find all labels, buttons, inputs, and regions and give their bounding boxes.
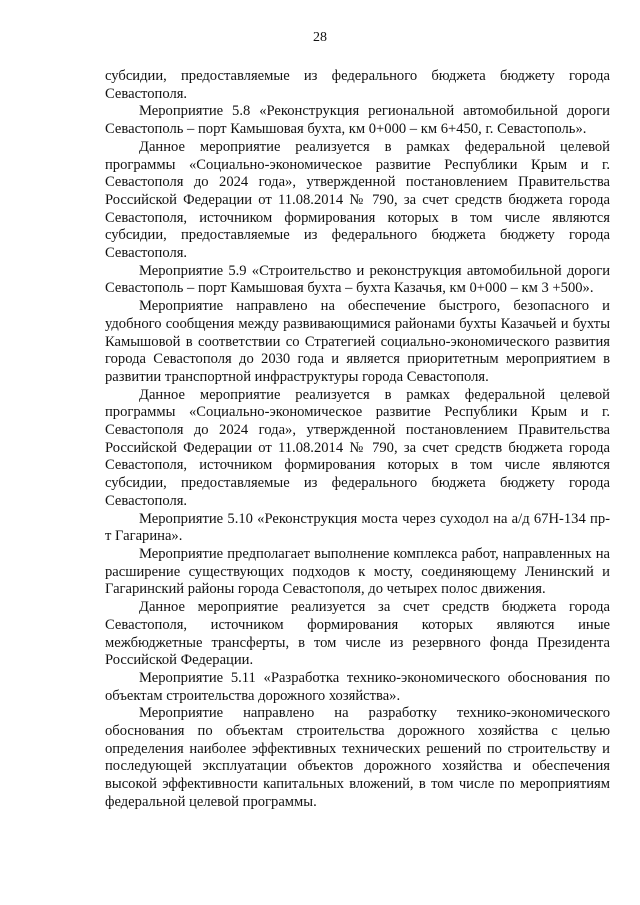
- page-number: 28: [313, 30, 327, 45]
- paragraph-2: Мероприятие 5.8 «Реконструкция региональной автомобильной дороги Севастополь – порт Камышовая бухта, км 0+000 – км 6+450, г. Севастополь».: [105, 103, 610, 138]
- paragraph-11: Мероприятие направлено на разработку технико-экономического обоснования по объектам строительства дорожного хозяйства с целью определения наиболее эффективных технических решений по строительству и последующей эксплуатации объектов дорожного хозяйства и обеспечения высокой эффективности капитальных вложений, в том числе по мероприятиям федеральной целевой программы.: [105, 705, 610, 810]
- paragraph-9: Данное мероприятие реализуется за счет средств бюджета города Севастополя, источником формирования которых являются иные межбюджетные трансферты, в том числе из резервного фонда Президента Российской Федерации.: [105, 599, 610, 669]
- paragraph-7: Мероприятие 5.10 «Реконструкция моста через суходол на а/д 67Н-134 пр-т Гагарина».: [105, 510, 610, 545]
- paragraph-4: Мероприятие 5.9 «Строительство и реконструкция автомобильной дороги Севастополь – порт Камышовая бухта – бухта Казачья, км 0+000 – км 3 +500».: [105, 262, 610, 297]
- paragraph-6: Данное мероприятие реализуется в рамках федеральной целевой программы «Социально-экономическое развитие Республики Крым и г. Севастополя до 2024 года», утвержденной постановлением Правительства Российской Федерации от 11.08.2014 № 790, за счет средств бюджета города Севастополя, источником формирования которых в том числе являются субсидии, предоставляемые из федерального бюджета бюджету города Севастополя.: [105, 386, 610, 509]
- paragraph-8: Мероприятие предполагает выполнение комплекса работ, направленных на расширение существующих подходов к мосту, соединяющему Ленинский и Гагаринский районы города Севастополя, до четырех полос движения.: [105, 545, 610, 598]
- paragraph-10: Мероприятие 5.11 «Разработка технико-экономического обоснования по объектам строительства дорожного хозяйства».: [105, 669, 610, 704]
- document-body: [105, 68, 610, 812]
- paragraph-1: субсидии, предоставляемые из федерального бюджета бюджету города Севастополя.: [105, 68, 610, 102]
- paragraph-3: Данное мероприятие реализуется в рамках федеральной целевой программы «Социально-экономическое развитие Республики Крым и г. Севастополя до 2024 года», утвержденной постановлением Правительства Российской Федерации от 11.08.2014 № 790, за счет средств бюджета города Севастополя, источником формирования которых в том числе являются субсидии, предоставляемые из федерального бюджета бюджету города Севастополя.: [105, 138, 610, 262]
- paragraph-5: Мероприятие направлено на обеспечение быстрого, безопасного и удобного сообщения между развивающимися районами бухты Казачьей и бухты Камышовой в соответствии со Стратегией социально-экономического развития города Севастополя до 2030 года и является приоритетным мероприятием в развитии транспортной инфраструктуры города Севастополя.: [105, 298, 610, 385]
